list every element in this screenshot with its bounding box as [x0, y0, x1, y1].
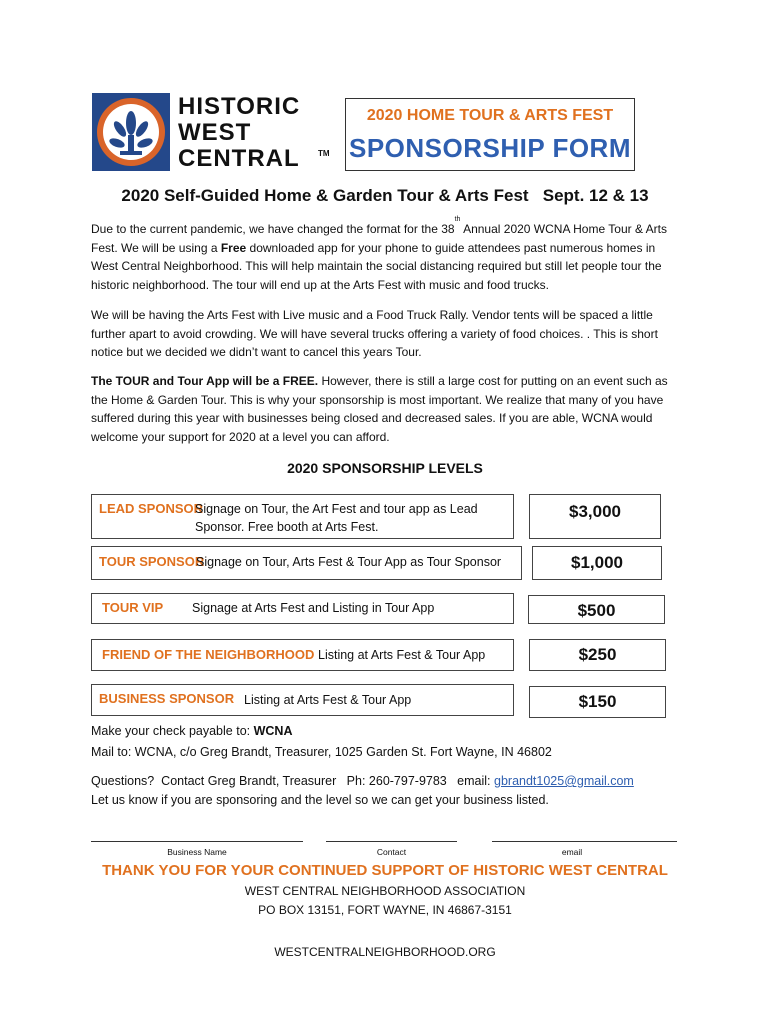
title-form: SPONSORSHIP FORM [348, 133, 631, 163]
level-name: BUSINESS SPONSOR [99, 691, 235, 706]
business-name-line[interactable] [91, 841, 303, 842]
level-row-lead [91, 494, 514, 539]
fleur-emblem-icon [92, 93, 170, 171]
title-box [345, 98, 635, 171]
price-tour-vip [528, 595, 665, 624]
org-address: PO BOX 13151, FORT WAYNE, IN 46867-3151 [258, 903, 512, 917]
level-desc: Signage on Tour, the Art Fest and tour app as Lead [195, 502, 478, 516]
price-value: $3,000 [569, 502, 621, 521]
website: WESTCENTRALNEIGHBORHOOD.ORG [274, 945, 496, 959]
level-name: LEAD SPONSOR [99, 501, 204, 516]
level-row-friend [91, 639, 514, 671]
main-heading: 2020 Self-Guided Home & Garden Tour & Arts Fest Sept. 12 & 13 [121, 186, 649, 205]
historic-west-central-logo [92, 93, 342, 171]
email-link[interactable]: gbrandt1025@gmail.com [494, 774, 634, 788]
level-desc: Signage on Tour, Arts Fest & Tour App as Tour Sponsor [196, 555, 502, 569]
thank-you-heading: THANK YOU FOR YOUR CONTINUED SUPPORT OF HISTORIC WEST CENTRAL [102, 862, 668, 879]
level-desc: Listing at Arts Fest & Tour App [244, 693, 412, 707]
logo-trademark: TM [318, 149, 330, 158]
intro-ordinal: th [454, 216, 461, 223]
contact-label: Contact [376, 847, 407, 857]
intro-free: Free [220, 240, 247, 255]
level-row-tour-sponsor [91, 546, 522, 580]
payable-label: Make your check payable to: [91, 724, 254, 738]
let-us-know-line: Let us know if you are sponsoring and the level so we can get your business listed. [91, 793, 549, 807]
mail-to-line: Mail to: WCNA, c/o Greg Brandt, Treasurer, 1025 Garden St. Fort Wayne, IN 46802 [91, 745, 552, 759]
support-text: However, there is still a large cost for putting on an event such as the Home & Garden Tour. This is why your sponsorship is most important. We realize that many of you have suffered during this year with businesses being closed and decreased sales. If you are able, WCNA would welcome your support for 2020 at a level you can afford. [91, 374, 668, 444]
support-bold: The TOUR and Tour App will be a FREE. [91, 374, 319, 388]
level-row-tour-vip [91, 593, 514, 624]
level-name: FRIEND OF THE NEIGHBORHOOD [102, 647, 315, 662]
level-row-business [91, 684, 514, 716]
price-value: $250 [578, 645, 617, 664]
level-desc: Listing at Arts Fest & Tour App [318, 648, 486, 662]
price-tour-sponsor [532, 546, 662, 580]
level-name: TOUR VIP [102, 600, 164, 615]
intro-paragraph [91, 216, 681, 294]
logo-word-west: WEST [178, 119, 252, 146]
intro-text-a: Due to the current pandemic, we have changed the format for the 38 [91, 222, 455, 236]
level-name: TOUR SPONSOR [99, 554, 205, 569]
payable-value: WCNA [253, 724, 293, 738]
logo-word-historic: HISTORIC [178, 93, 301, 120]
contact-line[interactable] [326, 841, 457, 842]
levels-heading: 2020 SPONSORSHIP LEVELS [287, 460, 483, 476]
intro-text-b: Annual 2020 WCNA Home Tour & Arts Fest. We will be using a [91, 222, 667, 255]
arts-fest-paragraph: We will be having the Arts Fest with Live music and a Food Truck Rally. Vendor tents will be spaced a little further apart to avoid crowding. We will have several trucks offering a variety of food choices. . This is short notice but we decided we didn’t want to cancel this years Tour. [91, 308, 658, 359]
support-paragraph [91, 372, 681, 446]
price-value: $150 [578, 692, 617, 711]
questions-line [91, 774, 634, 788]
price-value: $1,000 [571, 553, 623, 572]
logo-word-central: CENTRAL [178, 145, 300, 172]
email-line[interactable] [492, 841, 677, 842]
payable-line [91, 724, 292, 738]
price-value: $500 [577, 601, 616, 620]
level-desc-2: Sponsor. Free booth at Arts Fest. [195, 520, 379, 534]
questions-text: Questions? Contact Greg Brandt, Treasurer Ph: 260-797-9783 email: [91, 774, 494, 788]
org-name: WEST CENTRAL NEIGHBORHOOD ASSOCIATION [244, 884, 526, 898]
business-name-label: Business Name [167, 847, 227, 857]
title-event: 2020 HOME TOUR & ARTS FEST [366, 107, 614, 124]
email-label: email [561, 847, 583, 857]
price-business [529, 686, 666, 718]
intro-text-c: downloaded app for your phone to guide attendees past numerous homes in West Central Neighborhood. This will help maintain the social distancing required but still let people tour the historic neighborhood. The tour will end up at the Arts Fest with music and food trucks. [91, 240, 662, 292]
level-desc: Signage at Arts Fest and Listing in Tour App [192, 601, 435, 615]
price-lead [529, 494, 661, 539]
price-friend [529, 639, 666, 671]
